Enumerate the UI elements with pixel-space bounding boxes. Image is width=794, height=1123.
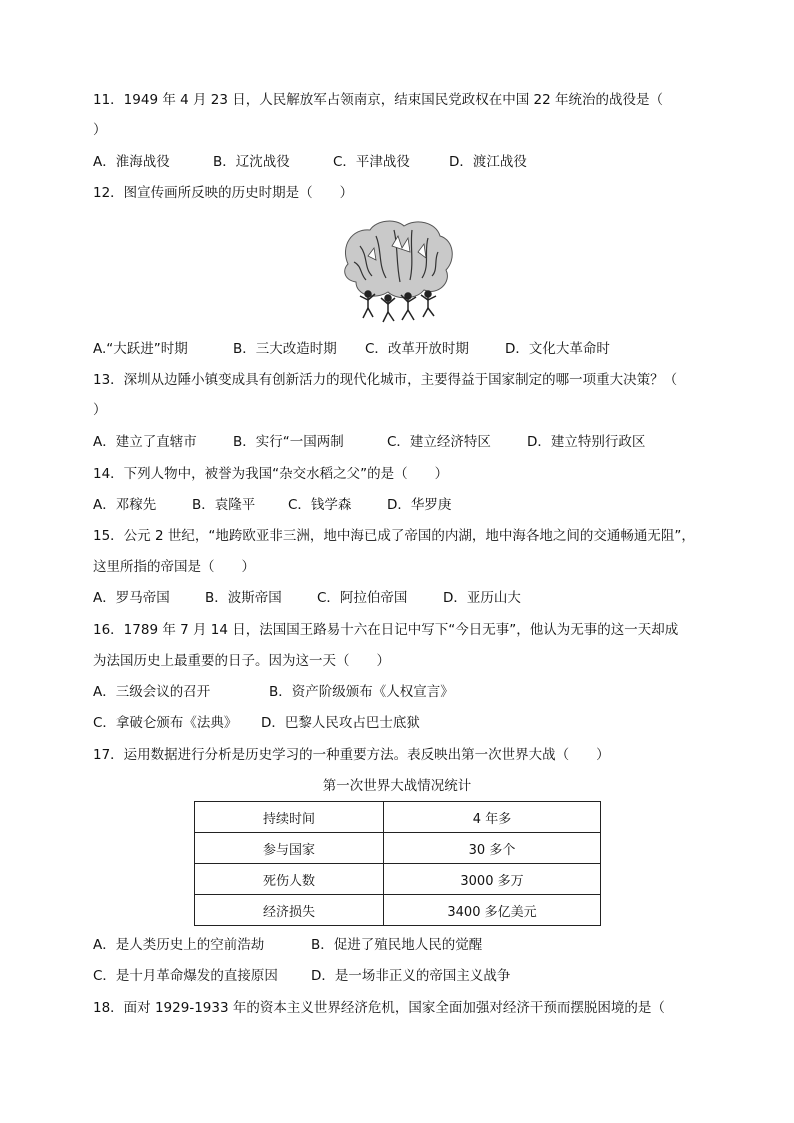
option-a[interactable]: A．建立了直辖市 xyxy=(93,434,197,450)
table-row xyxy=(195,802,601,833)
question-16-stem: 16．1789 年 7 月 14 日，法国国王路易十六在日记中写下“今日无事”，他认为无事的这一天却成 xyxy=(93,622,679,638)
option-b[interactable]: B．三大改造时期 xyxy=(233,341,337,357)
table-title: 第一次世界大战情况统计 xyxy=(322,778,472,794)
option-d[interactable]: D．是一场非正义的帝国主义战争 xyxy=(311,968,511,984)
option-b[interactable]: B．辽沈战役 xyxy=(213,154,290,170)
table-cell-value: 30 多个 xyxy=(384,833,601,864)
option-a[interactable]: A.“大跃进”时期 xyxy=(93,341,188,357)
question-11-stem-cont: ） xyxy=(93,122,107,138)
table-cell-value: 3400 多亿美元 xyxy=(384,895,601,926)
table-cell-label: 死伤人数 xyxy=(195,864,384,895)
option-d[interactable]: D．亚历山大 xyxy=(443,590,521,606)
option-b[interactable]: B．资产阶级颁布《人权宣言》 xyxy=(269,684,454,700)
question-18-stem: 18．面对 1929-1933 年的资本主义世界经济危机，国家全面加强对经济干预而摆脱困境的是（ xyxy=(93,1000,665,1016)
ww1-statistics-table xyxy=(194,801,601,926)
option-b[interactable]: B．实行“一国两制 xyxy=(233,434,344,450)
option-c[interactable]: C．拿破仑颁布《法典》 xyxy=(93,715,238,731)
option-c[interactable]: C．改革开放时期 xyxy=(365,341,469,357)
table-row xyxy=(195,864,601,895)
question-16-stem-cont: 为法国历史上最重要的日子。因为这一天（ ） xyxy=(93,653,390,669)
option-d[interactable]: D．文化大革命时 xyxy=(505,341,610,357)
question-12-stem: 12．图宣传画所反映的历史时期是（ ） xyxy=(93,185,354,201)
table-row xyxy=(195,833,601,864)
option-c[interactable]: C．阿拉伯帝国 xyxy=(317,590,408,606)
option-a[interactable]: A．淮海战役 xyxy=(93,154,170,170)
option-b[interactable]: B．袁隆平 xyxy=(192,497,256,513)
question-15-stem-cont: 这里所指的帝国是（ ） xyxy=(93,559,255,575)
option-c[interactable]: C．钱学森 xyxy=(288,497,352,513)
table-cell-label: 经济损失 xyxy=(195,895,384,926)
option-d[interactable]: D．华罗庚 xyxy=(387,497,452,513)
option-b[interactable]: B．促进了殖民地人民的觉醒 xyxy=(311,937,483,953)
table-cell-value: 3000 多万 xyxy=(384,864,601,895)
question-11-stem: 11．1949 年 4 月 23 日，人民解放军占领南京，结束国民党政权在中国 22 年统治的战役是（ xyxy=(93,92,664,108)
question-13-stem: 13．深圳从边陲小镇变成具有创新活力的现代化城市，主要得益于国家制定的哪一项重大决策？（ xyxy=(93,372,678,388)
option-d[interactable]: D．建立特别行政区 xyxy=(527,434,646,450)
table-row xyxy=(195,895,601,926)
table-cell-label: 参与国家 xyxy=(195,833,384,864)
option-c[interactable]: C．平津战役 xyxy=(333,154,410,170)
option-a[interactable]: A．罗马帝国 xyxy=(93,590,170,606)
option-d[interactable]: D．巴黎人民攻占巴士底狱 xyxy=(261,715,420,731)
question-14-stem: 14．下列人物中，被誉为我国“杂交水稻之父”的是（ ） xyxy=(93,466,449,482)
propaganda-poster-illustration xyxy=(338,216,456,328)
option-c[interactable]: C．是十月革命爆发的直接原因 xyxy=(93,968,278,984)
question-17-stem: 17．运用数据进行分析是历史学习的一种重要方法。表反映出第一次世界大战（ ） xyxy=(93,747,610,763)
option-a[interactable]: A．三级会议的召开 xyxy=(93,684,211,700)
option-a[interactable]: A．是人类历史上的空前浩劫 xyxy=(93,937,265,953)
option-b[interactable]: B．波斯帝国 xyxy=(205,590,282,606)
question-13-stem-cont: ） xyxy=(93,402,107,418)
option-c[interactable]: C．建立经济特区 xyxy=(387,434,491,450)
table-cell-value: 4 年多 xyxy=(384,802,601,833)
option-d[interactable]: D．渡江战役 xyxy=(449,154,527,170)
table-cell-label: 持续时间 xyxy=(195,802,384,833)
question-15-stem: 15．公元 2 世纪，“地跨欧亚非三洲，地中海已成了帝国的内湖，地中海各地之间的交通畅通无阻”， xyxy=(93,528,695,544)
option-a[interactable]: A．邓稼先 xyxy=(93,497,157,513)
